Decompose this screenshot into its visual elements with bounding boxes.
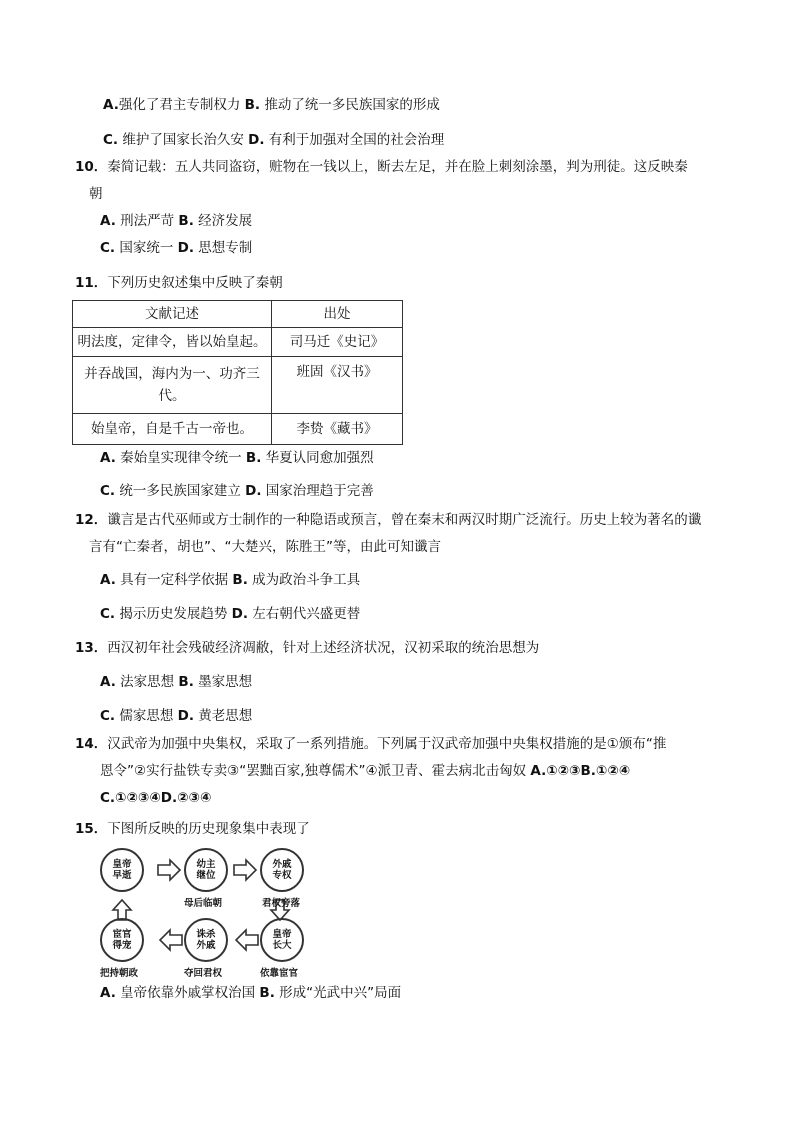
q10-stem-cont: 朝: [89, 186, 103, 202]
node-emperor-dies-early: 皇帝 早逝: [100, 848, 144, 892]
q12-option-line-2: C. 揭示历史发展趋势 D. 左右朝代兴盛更替: [100, 606, 361, 622]
q11-option-line-2: C. 统一多民族国家建立 D. 国家治理趋于完善: [100, 483, 374, 499]
caption-regain-power: 夺回君权: [184, 968, 223, 979]
table-row: [73, 414, 403, 445]
caption-power-shift: 君权旁落: [262, 898, 301, 909]
q13-option-line-2: C. 儒家思想 D. 黄老思想: [100, 708, 253, 724]
q14-option-line: C.①②③④D.②③④: [100, 790, 212, 806]
table-cell: 李贽《藏书》: [272, 414, 403, 445]
node-emperor-grows: 皇帝 长大: [260, 918, 304, 962]
table-cell: 司马迁《史记》: [272, 328, 403, 357]
arrow-left-icon: [160, 930, 182, 950]
arrow-right-icon: [234, 860, 256, 880]
source-table: [72, 300, 403, 445]
q14-stem-cont: 恩令”②实行盐铁专卖③“罢黜百家,独尊儒术”④派卫青、霍去病北击匈奴 A.①②③B.①②④: [100, 763, 631, 779]
q15-option-line-1: A. 皇帝依靠外戚掌权治国 B. 形成“光武中兴”局面: [100, 985, 402, 1001]
node-kill-consorts: 诛杀 外戚: [184, 918, 228, 962]
table-header-row: [73, 301, 403, 328]
q11-option-line-1: A. 秦始皇实现律令统一 B. 华夏认同愈加强烈: [100, 450, 374, 466]
caption-control-court: 把持朝政: [100, 968, 139, 979]
table-cell: 并吞战国，海内为一、功齐三代。: [73, 357, 272, 414]
q13-stem: 13．西汉初年社会残破经济凋敝，针对上述经济状况，汉初采取的统治思想为: [75, 640, 540, 656]
q14-stem: 14．汉武帝为加强中央集权，采取了一系列措施。下列属于汉武帝加强中央集权措施的是①颁布“推: [75, 736, 667, 752]
caption-regency: 母后临朝: [184, 898, 223, 909]
arrow-right-icon: [158, 860, 180, 880]
q10-option-line-2: C. 国家统一 D. 思想专制: [100, 240, 253, 256]
q10-option-line-1: A. 刑法严苛 B. 经济发展: [100, 213, 253, 229]
q15-stem: 15．下图所反映的历史现象集中表现了: [75, 821, 310, 837]
table-cell: 班固《汉书》: [272, 357, 403, 414]
q10-stem: 10．秦简记载：五人共同盗窃，赃物在一钱以上，断去左足，并在脸上刺刻涂墨，判为刑徒。这反映秦: [75, 159, 688, 175]
q9-option-line-2: C. 维护了国家长治久安 D. 有利于加强对全国的社会治理: [103, 132, 445, 148]
table-cell: 明法度，定律令，皆以始皇起。: [73, 328, 272, 357]
cycle-diagram: [100, 848, 320, 978]
q11-stem: 11．下列历史叙述集中反映了秦朝: [75, 275, 283, 291]
node-consort-power: 外戚 专权: [260, 848, 304, 892]
caption-rely-eunuchs: 依靠宦官: [260, 968, 299, 979]
q12-stem: 12．谶言是古代巫师或方士制作的一种隐语或预言，曾在秦末和两汉时期广泛流行。历史上较为著名的谶: [75, 512, 702, 528]
q13-option-line-1: A. 法家思想 B. 墨家思想: [100, 674, 253, 690]
node-eunuchs-favored: 宦官 得宠: [100, 918, 144, 962]
node-young-ruler: 幼主 继位: [184, 848, 228, 892]
q12-stem-cont: 言有“亡秦者，胡也”、“大楚兴，陈胜王”等，由此可知谶言: [89, 539, 441, 555]
table-cell: 始皇帝，自是千古一帝也。: [73, 414, 272, 445]
arrow-left-icon: [236, 930, 258, 950]
table-row: [73, 328, 403, 357]
table-header-cell: 出处: [272, 301, 403, 328]
arrow-up-icon: [113, 900, 131, 920]
table-row: [73, 357, 403, 414]
q12-option-line-1: A. 具有一定科学依据 B. 成为政治斗争工具: [100, 572, 361, 588]
table-header-cell: 文献记述: [73, 301, 272, 328]
q9-option-line-1: A.强化了君主专制权力 B. 推动了统一多民族国家的形成: [103, 97, 440, 113]
